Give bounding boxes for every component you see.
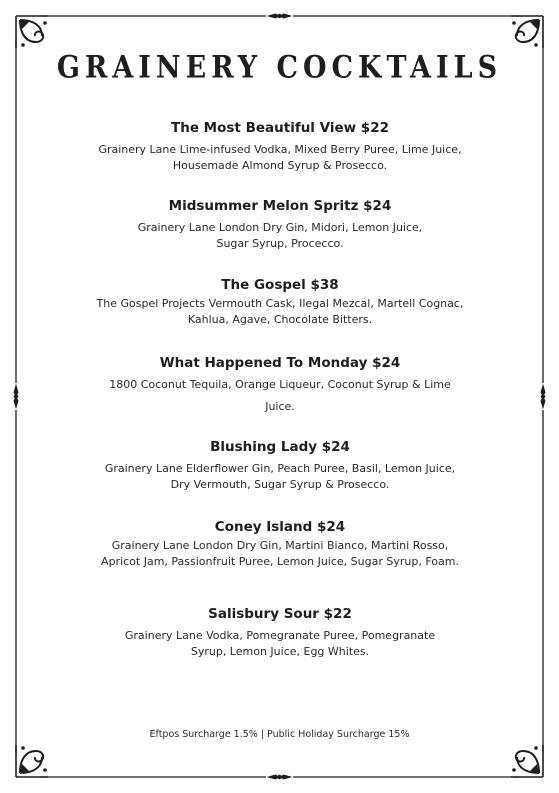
corner-flourish-icon-bottom-right: [511, 745, 543, 777]
item-description: Grainery Lane London Dry Gin, Martini Bianco, Martini Rosso, Apricot Jam, Passionfruit Puree, Lemon Juice, Sugar Syrup, Foam.: [101, 539, 459, 568]
left-ornament-icon: [14, 384, 19, 410]
item-title: Blushing Lady $24: [210, 439, 350, 455]
item-title: Midsummer Melon Spritz $24: [168, 198, 392, 214]
corner-flourish-icon-top-right: [511, 16, 543, 48]
menu-item: [60, 354, 500, 418]
item-description: The Gospel Projects Vermouth Cask, Ilegal Mezcal, Martell Cognac, Kahlua, Agave, Chocolate Bitters.: [96, 297, 464, 326]
item-title: What Happened To Monday $24: [159, 355, 401, 371]
surcharge-note: Eftpos Surcharge 1.5% | Public Holiday Surcharge 15%: [149, 729, 410, 740]
item-description: 1800 Coconut Tequila, Orange Liqueur, Coconut Syrup & Lime Juice.: [109, 378, 451, 413]
menu-item: [60, 605, 500, 659]
item-description: Grainery Lane London Dry Gin, Midori, Lemon Juice, Sugar Syrup, Procecco.: [137, 221, 423, 250]
right-ornament-icon: [541, 384, 546, 410]
menu-item: [60, 119, 500, 173]
item-title: Salisbury Sour $22: [208, 606, 352, 622]
item-description: Grainery Lane Lime-infused Vodka, Mixed Berry Puree, Lime Juice, Housemade Almond Syrup & Prosecco.: [98, 143, 462, 172]
item-description: Grainery Lane Elderflower Gin, Peach Puree, Basil, Lemon Juice, Dry Vermouth, Sugar Syrup & Prosecco.: [104, 462, 456, 491]
item-title: The Most Beautiful View $22: [171, 120, 389, 136]
menu-item: [60, 438, 500, 492]
menu-item: [60, 276, 500, 327]
item-title: Coney Island $24: [214, 519, 346, 535]
menu-item: [60, 197, 500, 251]
top-ornament-icon: [267, 14, 293, 19]
corner-flourish-icon-top-left: [16, 16, 48, 48]
corner-flourish-icon-bottom-left: [16, 745, 48, 777]
item-description: Grainery Lane Vodka, Pomegranate Puree, Pomegranate Syrup, Lemon Juice, Egg Whites.: [124, 629, 436, 658]
menu-title: GRAINERY COCKTAILS: [56, 50, 503, 86]
menu-item: [60, 518, 500, 569]
bottom-ornament-icon: [267, 775, 293, 780]
item-title: The Gospel $38: [221, 277, 339, 293]
